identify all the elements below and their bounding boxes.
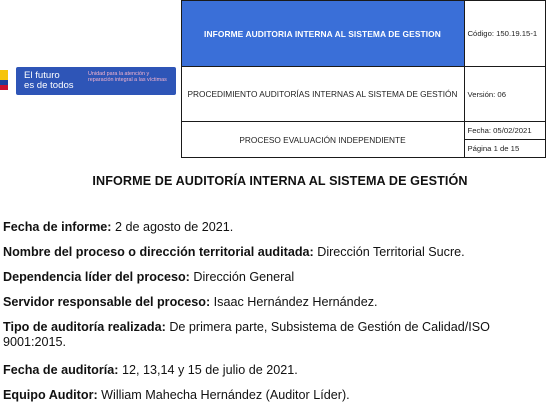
brand-line-1: El futuro: [24, 69, 60, 81]
field-value: Dirección General: [189, 270, 295, 284]
field-value: Dirección Territorial Sucre.: [313, 245, 465, 259]
field-proceso-auditado: [3, 245, 465, 260]
field-tipo-auditoria: [3, 320, 533, 350]
entity-logo: [0, 67, 178, 97]
field-servidor-responsable: [3, 295, 378, 310]
field-value: 2 de agosto de 2021.: [111, 220, 234, 234]
logo-cell: [0, 1, 181, 158]
field-value: Isaac Hernández Hernández.: [210, 295, 378, 309]
field-dependencia-lider: [3, 270, 294, 285]
field-fecha-auditoria: [3, 363, 298, 378]
report-title-cell: INFORME AUDITORIA INTERNA AL SISTEMA DE GESTION: [181, 1, 464, 67]
procedure-cell: PROCEDIMIENTO AUDITORÍAS INTERNAS AL SISTEMA DE GESTIÓN: [181, 67, 464, 122]
field-label: Nombre del proceso o dirección territorial auditada:: [3, 245, 314, 259]
version-cell: Versión: 06: [464, 67, 545, 122]
brand-line-2: es de todos: [24, 79, 74, 91]
field-label: Fecha de auditoría:: [3, 363, 119, 377]
field-label: Fecha de informe:: [3, 220, 112, 234]
document-header-table: [0, 0, 546, 158]
process-cell: PROCESO EVALUACIÓN INDEPENDIENTE: [181, 122, 464, 158]
field-value: 12, 13,14 y 15 de julio de 2021.: [118, 363, 298, 377]
brand-tagline: Unidad para la atención y reparación integral a las víctimas: [88, 70, 167, 83]
field-value: De primera parte, Subsistema de Gestión de Calidad/ISO 9001:2015.: [3, 320, 490, 349]
field-equipo-auditor: [3, 388, 350, 403]
document-title: INFORME DE AUDITORÍA INTERNA AL SISTEMA DE GESTIÓN: [92, 174, 468, 188]
date-page-cell: [464, 122, 545, 158]
colombia-flag-icon: [0, 70, 8, 90]
field-label: Servidor responsable del proceso:: [3, 295, 211, 309]
code-cell: Código: 150.19.15-1: [464, 1, 545, 67]
date-label: Fecha: 05/02/2021: [467, 126, 532, 135]
field-label: Equipo Auditor:: [3, 388, 98, 402]
field-label: Dependencia líder del proceso:: [3, 270, 190, 284]
page-label: Página 1 de 15: [465, 139, 545, 157]
field-value: William Mahecha Hernández (Auditor Líder).: [97, 388, 350, 402]
field-label: Tipo de auditoría realizada:: [3, 320, 166, 334]
field-fecha-informe: [3, 220, 233, 235]
brand-banner: [16, 67, 176, 95]
